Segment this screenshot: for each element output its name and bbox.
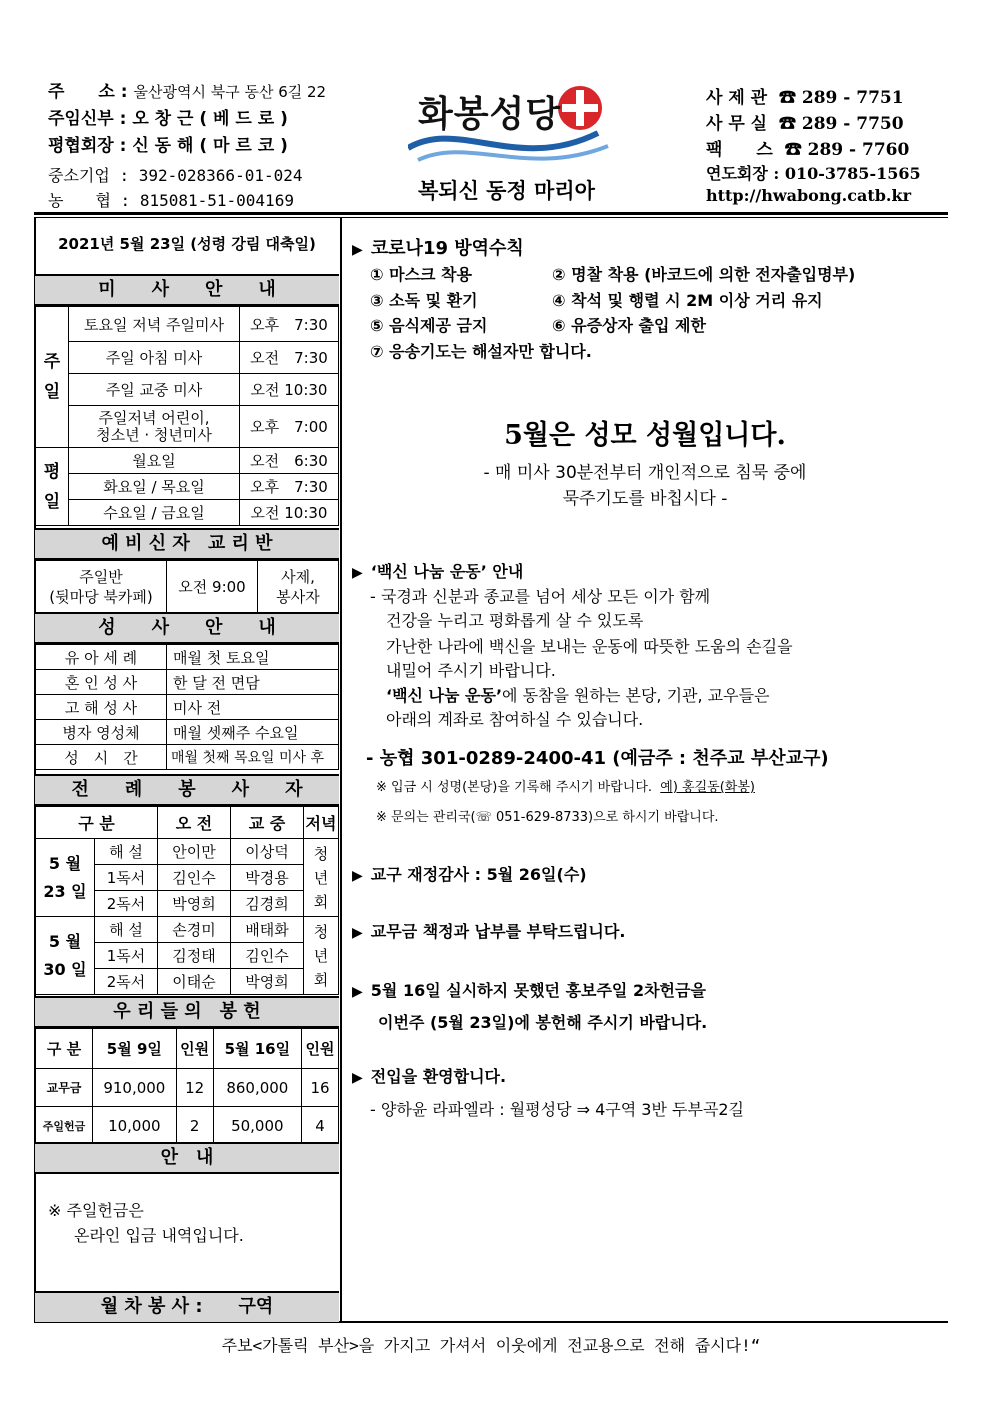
sacrament-name: 성 시 간 xyxy=(36,745,167,770)
liturgy-date: 5 월 30 일 xyxy=(36,917,95,995)
catechumen-teacher: 사제, 봉사자 xyxy=(258,561,339,613)
offering-type: 교무금 xyxy=(36,1069,93,1107)
mass-name: 수요일 / 금요일 xyxy=(69,500,240,526)
server: 박영희 xyxy=(231,969,304,995)
offering-count: 2 xyxy=(176,1107,213,1145)
audit-notice: ▶ 교구 재정감사 : 5월 26일(수) xyxy=(352,865,587,884)
sacrament-name: 유 아 세 례 xyxy=(36,645,167,670)
welcome-notice: ▶ 전입을 환영합니다. xyxy=(352,1067,507,1086)
phone-icon: ☎ xyxy=(778,114,796,134)
mass-name: 토요일 저녁 주일미사 xyxy=(69,307,240,342)
role: 1독서 xyxy=(95,943,158,969)
mass-name: 월요일 xyxy=(69,448,240,474)
sacrament-when: 한 달 전 면담 xyxy=(167,670,339,695)
liturgy-head: 저녁 xyxy=(304,807,339,839)
offering-head: 5월 16일 xyxy=(213,1029,301,1069)
covid-rule: ② 명찰 착용 (바코드에 의한 전자출입명부) xyxy=(552,265,856,284)
mass-time: 오후 7:00 xyxy=(240,406,339,448)
offering-amount: 860,000 xyxy=(213,1069,301,1107)
mass-time: 오후 7:30 xyxy=(240,474,339,500)
mass-time: 오전 6:30 xyxy=(240,448,339,474)
church-name: 화봉성당 xyxy=(418,94,562,135)
donation-account: - 농협 301-0289-2400-41 (예금주 : 천주교 부산교구) xyxy=(366,748,829,769)
mass-time: 오전 7:30 xyxy=(240,342,339,374)
liturgy-title: 전 례 봉 사 자 xyxy=(35,774,339,806)
triangle-bullet-icon: ▶ xyxy=(352,242,363,258)
vaccine-text: 아래의 계좌로 참여하실 수 있습니다. xyxy=(386,710,644,729)
sacrament-when: 매월 첫 토요일 xyxy=(167,645,339,670)
vaccine-text: ‘백신 나눔 운동’에 동참을 원하는 본당, 기관, 교우들은 xyxy=(386,686,770,705)
liturgy-head: 구 분 xyxy=(36,807,158,839)
sacrament-name: 혼 인 성 사 xyxy=(36,670,167,695)
vaccine-text: 가난한 나라에 백신을 보내는 운동에 따뜻한 도움의 손길을 xyxy=(386,637,793,656)
sunday-label: 주 일 xyxy=(36,307,69,448)
phone-icon: ☎ xyxy=(784,140,802,160)
triangle-bullet-icon: ▶ xyxy=(352,1070,363,1086)
offering-count: 16 xyxy=(302,1069,339,1107)
offering-head: 5월 9일 xyxy=(93,1029,177,1069)
catechumen-table xyxy=(35,560,339,613)
offering-head: 구 분 xyxy=(36,1029,93,1069)
council-president: 평협회장 : 신 동 해 ( 마 르 코 ) xyxy=(48,136,288,156)
patron-saint: 복되신 동정 마리아 xyxy=(418,179,595,203)
rectory-phone: 사 제 관 ☎ 289 - 7751 xyxy=(706,88,904,108)
phone-icon: ☎ xyxy=(778,88,796,108)
mass-time: 오전 10:30 xyxy=(240,374,339,406)
offering-type: 주일헌금 xyxy=(36,1107,93,1145)
covid-heading: ▶ 코로나19 방역수칙 xyxy=(352,238,524,259)
server: 김경희 xyxy=(231,891,304,917)
catechumen-time: 오전 9:00 xyxy=(167,561,258,613)
offering-amount: 50,000 xyxy=(213,1107,301,1145)
server: 김정태 xyxy=(158,943,231,969)
sacrament-name: 고 해 성 사 xyxy=(36,695,167,720)
office-phone: 사 무 실 ☎ 289 - 7750 xyxy=(706,114,904,134)
triangle-bullet-icon: ▶ xyxy=(352,984,363,1000)
may-subtitle: 묵주기도를 바칩시다 - xyxy=(562,489,728,509)
liturgy-table xyxy=(35,806,339,995)
triangle-bullet-icon: ▶ xyxy=(352,868,363,884)
mass-time: 오전 10:30 xyxy=(240,500,339,526)
server: 박영희 xyxy=(158,891,231,917)
covid-rule: ① 마스크 착용 xyxy=(370,265,472,284)
server: 이상덕 xyxy=(231,839,304,865)
evening-group: 청 년 회 xyxy=(304,917,339,995)
sacrament-name: 병자 영성체 xyxy=(36,720,167,745)
weekday-label: 평 일 xyxy=(36,448,69,526)
mass-time: 오후 7:30 xyxy=(240,307,339,342)
liturgy-head: 오 전 xyxy=(158,807,231,839)
offering-amount: 10,000 xyxy=(93,1107,177,1145)
mass-guide-title: 미 사 안 내 xyxy=(35,274,339,306)
vaccine-text: 건강을 누리고 평화롭게 살 수 있도록 xyxy=(386,611,644,630)
mass-name: 주일 교중 미사 xyxy=(69,374,240,406)
role: 해 설 xyxy=(95,917,158,943)
footer-note: 주보<가톨릭 부산>을 가지고 가셔서 이웃에게 전교용으로 전해 줍시다!“ xyxy=(221,1336,761,1355)
server: 이태순 xyxy=(158,969,231,995)
offering-count: 4 xyxy=(302,1107,339,1145)
offering-head: 인원 xyxy=(302,1029,339,1069)
sacrament-title: 성 사 안 내 xyxy=(35,612,339,644)
sacrament-when: 미사 전 xyxy=(167,695,339,720)
inquiry-note: ※ 문의는 관리국(☏ 051-629-8733)으로 하시기 바랍니다. xyxy=(376,810,719,825)
catechumen-title: 예 비 신 자 교 리 반 xyxy=(35,528,339,560)
mass-name: 주일저녁 어린이, 청소년 · 청년미사 xyxy=(69,406,240,448)
role: 1독서 xyxy=(95,865,158,891)
vaccine-text: 내밀어 주시기 바랍니다. xyxy=(386,661,556,680)
collection-notice-2: 이번주 (5월 23일)에 봉헌해 주시기 바랍니다. xyxy=(378,1013,708,1032)
sacrament-when: 매월 셋째주 수요일 xyxy=(167,720,339,745)
monthly-service: 월 차 봉 사 : 구역 xyxy=(35,1291,339,1322)
bank-account-2: 농 협 : 815081-51-004169 xyxy=(48,191,294,210)
offering-amount: 910,000 xyxy=(93,1069,177,1107)
role: 2독서 xyxy=(95,891,158,917)
covid-rule: ③ 소독 및 환기 xyxy=(370,291,478,310)
dues-notice: ▶ 교무금 책정과 납부를 부탁드립니다. xyxy=(352,922,626,941)
may-headline: 5월은 성모 성월입니다. xyxy=(504,420,786,451)
vaccine-heading: ▶ ‘백신 나눔 운동’ 안내 xyxy=(352,562,524,581)
mass-schedule-table xyxy=(35,306,339,526)
mass-name: 화요일 / 목요일 xyxy=(69,474,240,500)
triangle-bullet-icon: ▶ xyxy=(352,925,363,941)
mass-name: 주일 아침 미사 xyxy=(69,342,240,374)
website-link[interactable]: http://hwabong.catb.kr xyxy=(706,186,911,205)
offering-count: 12 xyxy=(176,1069,213,1107)
pastor: 주임신부 : 오 창 근 ( 베 드 로 ) xyxy=(48,109,288,129)
collection-notice: ▶ 5월 16일 실시하지 못했던 홍보주일 2차헌금을 xyxy=(352,981,706,1000)
notice-line: ※ 주일헌금은 xyxy=(48,1201,144,1220)
covid-rule: ⑦ 응송기도는 해설자만 합니다. xyxy=(370,342,592,361)
legion-contact: 연도회장 : 010-3785-1565 xyxy=(706,164,921,183)
covid-rule: ⑥ 유증상자 출입 제한 xyxy=(552,316,706,335)
catechumen-class: 주일반 (뒷마당 북카페) xyxy=(36,561,167,613)
liturgy-head: 교 중 xyxy=(231,807,304,839)
bulletin-date: 2021년 5월 23일 (성령 강림 대축일) xyxy=(35,218,339,275)
server: 안이만 xyxy=(158,839,231,865)
triangle-bullet-icon: ▶ xyxy=(352,565,363,581)
vaccine-text: - 국경과 신분과 종교를 넘어 세상 모든 이가 함께 xyxy=(370,587,711,606)
sacrament-when: 매월 첫째 목요일 미사 후 xyxy=(167,745,339,770)
role: 2독서 xyxy=(95,969,158,995)
deposit-note: ※ 입금 시 성명(본당)을 기록해 주시기 바랍니다. 예) 홍길동(화봉) xyxy=(376,780,755,795)
welcome-detail: - 양하윤 라파엘라 : 월평성당 ⇒ 4구역 3반 두부곡2길 xyxy=(370,1100,745,1119)
liturgy-date: 5 월 23 일 xyxy=(36,839,95,917)
role: 해 설 xyxy=(95,839,158,865)
offering-table xyxy=(35,1028,339,1145)
address: 주 소 : 울산광역시 북구 동산 6길 22 xyxy=(48,82,327,102)
offering-head: 인원 xyxy=(176,1029,213,1069)
notice-title: 안 내 xyxy=(35,1142,339,1174)
server: 김인수 xyxy=(158,865,231,891)
offering-title: 우 리 들 의 봉 헌 xyxy=(35,996,339,1028)
server: 배태화 xyxy=(231,917,304,943)
may-subtitle: - 매 미사 30분전부터 개인적으로 침묵 중에 xyxy=(483,463,807,483)
sacrament-table xyxy=(35,644,339,770)
covid-rule: ⑤ 음식제공 금지 xyxy=(370,316,488,335)
bank-account-1: 중소기업 : 392-028366-01-024 xyxy=(48,166,303,185)
evening-group: 청 년 회 xyxy=(304,839,339,917)
server: 김인수 xyxy=(231,943,304,969)
covid-rule: ④ 착석 및 행렬 시 2M 이상 거리 유지 xyxy=(552,291,823,310)
fax: 팩 스 ☎ 289 - 7760 xyxy=(706,140,910,160)
notice-line: 온라인 입금 내역입니다. xyxy=(74,1226,244,1245)
server: 박경용 xyxy=(231,865,304,891)
server: 손경미 xyxy=(158,917,231,943)
